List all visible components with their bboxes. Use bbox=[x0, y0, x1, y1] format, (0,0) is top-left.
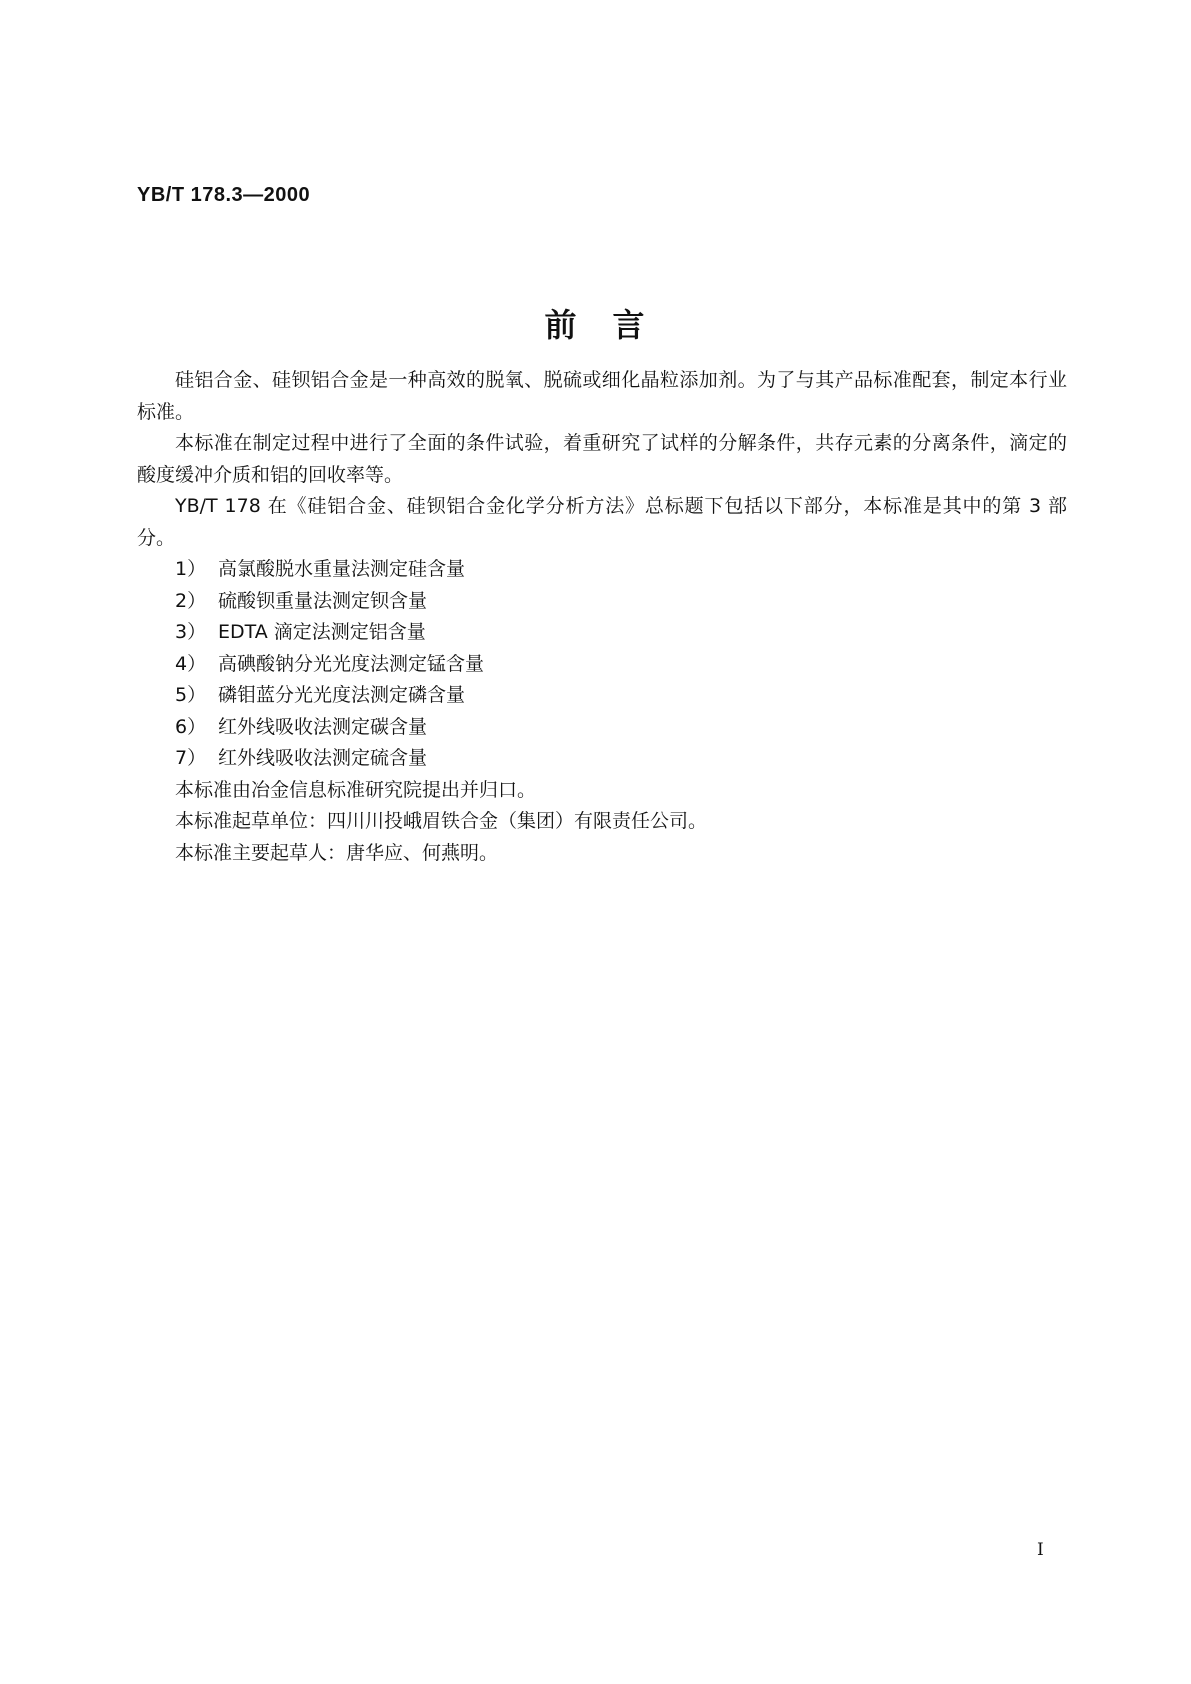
parts-list bbox=[137, 554, 1067, 775]
list-item-text: 硫酸钡重量法测定钡含量 bbox=[218, 589, 428, 612]
list-item-text: 高碘酸钠分光光度法测定锰含量 bbox=[218, 652, 485, 675]
list-item-text: 高氯酸脱水重量法测定硅含量 bbox=[218, 558, 466, 580]
page-number: I bbox=[1037, 1540, 1044, 1560]
list-item-number: 7） bbox=[175, 747, 207, 769]
research-paragraph: 本标准在制定过程中进行了全面的条件试验，着重研究了试样的分解条件，共存元素的分离条件，滴定的酸度缓冲介质和铝的回收率等。 bbox=[137, 432, 1067, 486]
list-item-text: 红外线吸收法测定碳含量 bbox=[218, 715, 428, 738]
list-item-text: EDTA 滴定法测定铝含量 bbox=[218, 621, 426, 643]
list-item-text: 磷钼蓝分光光度法测定磷含量 bbox=[218, 684, 466, 706]
responsible-organization-paragraph: 本标准由冶金信息标准研究院提出并归口。 bbox=[175, 778, 537, 801]
drafting-unit-paragraph: 本标准起草单位：四川川投峨眉铁合金（集团）有限责任公司。 bbox=[175, 810, 708, 832]
list-item-number: 4） bbox=[175, 652, 207, 675]
intro-paragraph: 硅铝合金、硅钡铝合金是一种高效的脱氧、脱硫或细化晶粒添加剂。为了与其产品标准配套，制定本行业标准。 bbox=[137, 369, 1067, 423]
parts-intro-paragraph: YB/T 178 在《硅铝合金、硅钡铝合金化学分析方法》总标题下包括以下部分，本标准是其中的第 3 部分。 bbox=[137, 495, 1067, 549]
list-item bbox=[137, 617, 1067, 649]
document-body bbox=[137, 365, 1067, 869]
list-item bbox=[137, 743, 1067, 775]
page-title: 前 言 bbox=[544, 306, 647, 344]
list-item bbox=[137, 554, 1067, 586]
list-item bbox=[137, 586, 1067, 618]
list-item-text: 红外线吸收法测定硫含量 bbox=[218, 747, 428, 769]
drafters-paragraph: 本标准主要起草人：唐华应、何燕明。 bbox=[175, 841, 499, 864]
standard-code: YB/T 178.3—2000 bbox=[137, 184, 311, 206]
list-item-number: 3） bbox=[175, 621, 207, 643]
list-item bbox=[137, 680, 1067, 712]
list-item-number: 5） bbox=[175, 684, 207, 706]
list-item bbox=[137, 649, 1067, 681]
list-item-number: 2） bbox=[175, 589, 207, 612]
list-item bbox=[137, 712, 1067, 744]
list-item-number: 1） bbox=[175, 558, 207, 580]
list-item-number: 6） bbox=[175, 715, 207, 738]
